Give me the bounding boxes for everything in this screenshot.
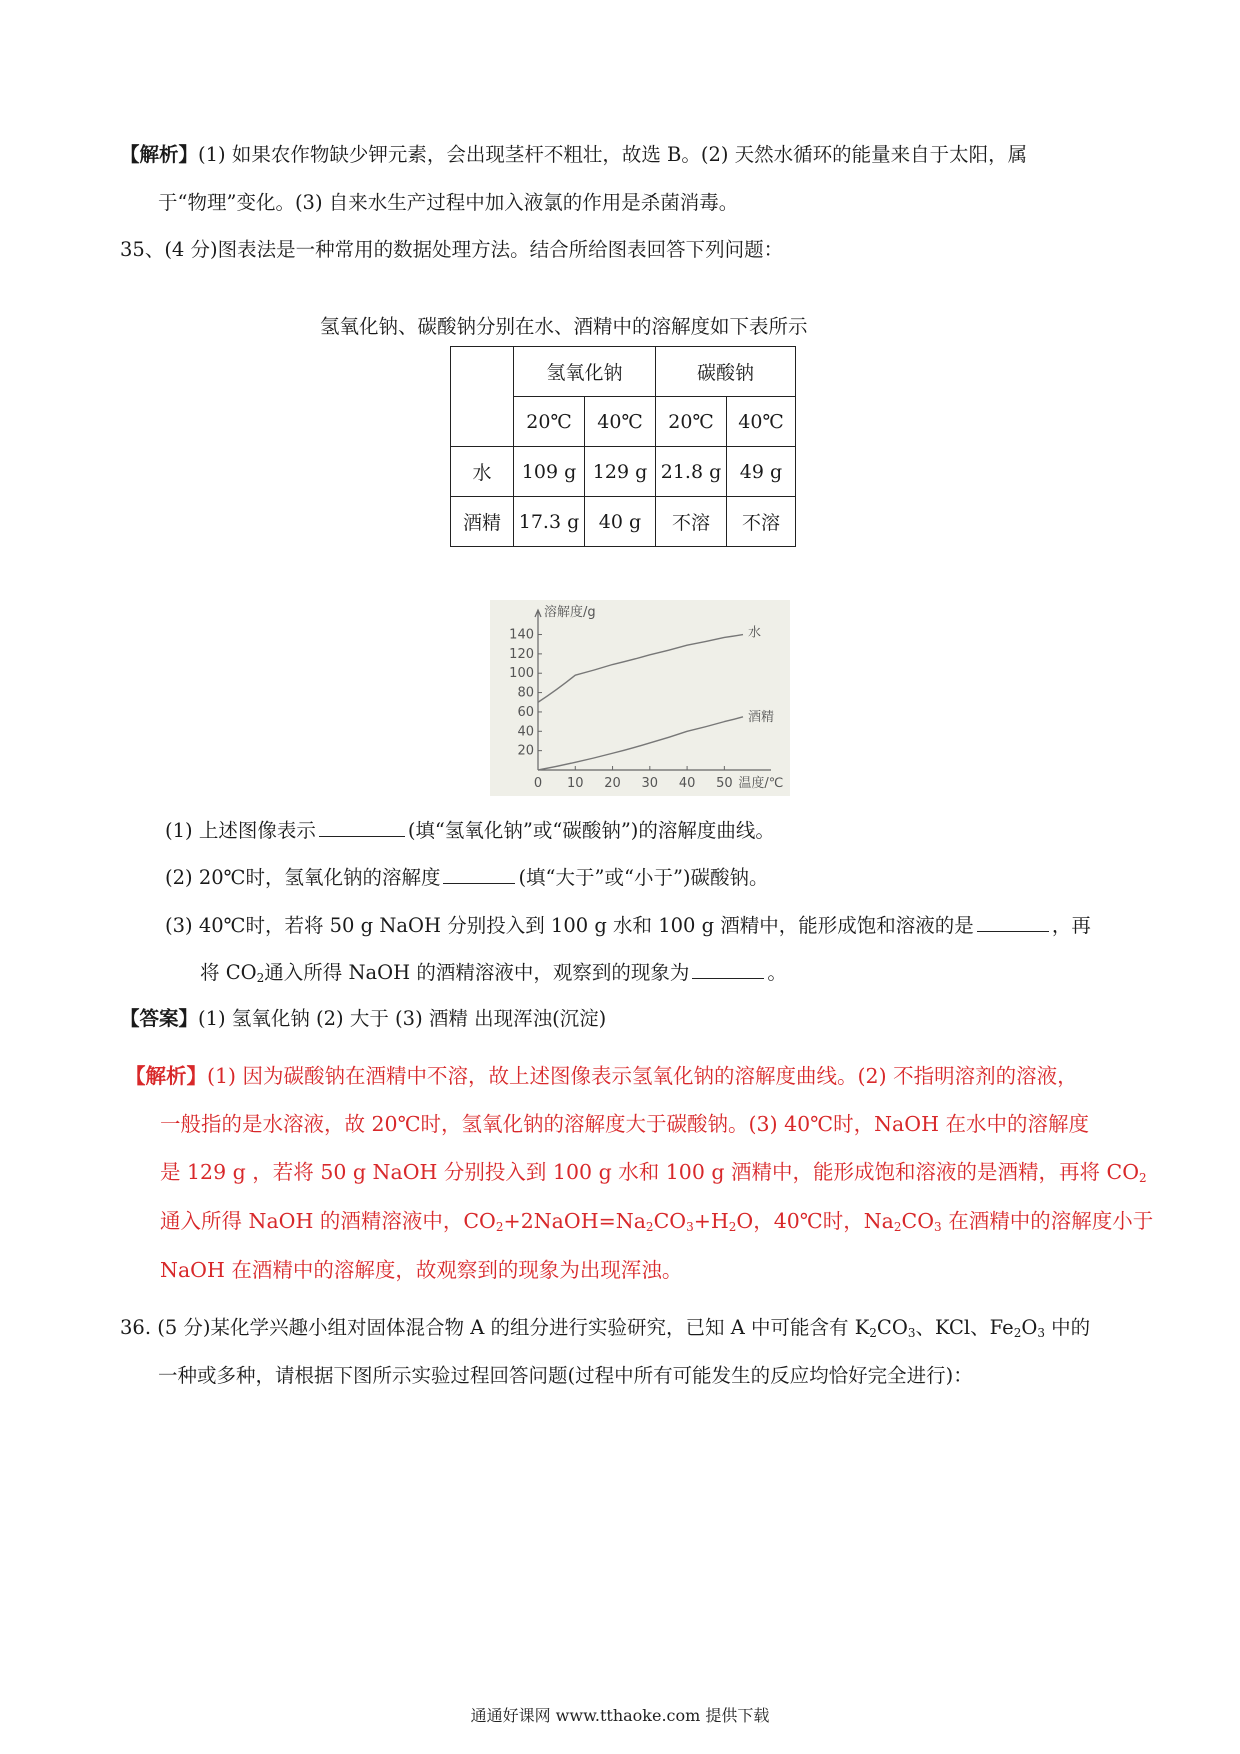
- solubility-chart: [490, 600, 790, 796]
- value-cell: 21.8 g: [656, 447, 727, 497]
- q35-analysis-line-1: 【解析】(1) 因为碳酸钠在酒精中不溶，故上述图像表示氢氧化钠的溶解度曲线。(2) 不指明溶剂的溶液，: [125, 1064, 1078, 1088]
- value-cell: 不溶: [727, 497, 796, 547]
- chart-svg: [490, 600, 790, 796]
- col-group-na2co3: 碳酸钠: [656, 347, 796, 397]
- table-row: [451, 497, 796, 547]
- prev-analysis-label: 【解析】: [120, 143, 199, 166]
- answer-blank: [692, 960, 764, 979]
- value-cell: 109 g: [514, 447, 585, 497]
- value-cell: 49 g: [727, 447, 796, 497]
- temp-header: 40℃: [727, 397, 796, 447]
- temp-header: 20℃: [514, 397, 585, 447]
- y-tick-label: 140: [509, 627, 534, 643]
- value-cell: 40 g: [585, 497, 656, 547]
- page-footer: 通通好课网 www.tthaoke.com 提供下载: [470, 1706, 770, 1725]
- temp-header: 40℃: [585, 397, 656, 447]
- x-tick-label: 10: [566, 776, 584, 791]
- x-tick-label: 40: [678, 776, 696, 791]
- prev-analysis-line-2: 于“物理”变化。(3) 自来水生产过程中加入液氯的作用是杀菌消毒。: [158, 191, 739, 214]
- y-tick-label: 40: [517, 724, 534, 740]
- value-cell: 17.3 g: [514, 497, 585, 547]
- q35-answer: 【答案】(1) 氢氧化钠 (2) 大于 (3) 酒精 出现浑浊(沉淀): [120, 1007, 607, 1030]
- q35-sub2: (2) 20℃时，氢氧化钠的溶解度 (填“大于”或“小于”)碳酸钠。: [165, 866, 769, 889]
- y-tick-label: 80: [517, 685, 534, 701]
- answer-blank: [443, 865, 515, 884]
- table-caption: 氢氧化钠、碳酸钠分别在水、酒精中的溶解度如下表所示: [320, 315, 808, 338]
- solvent-cell: 酒精: [451, 497, 514, 547]
- solvent-cell: 水: [451, 447, 514, 497]
- q35-analysis-line-2: 一般指的是水溶液，故 20℃时，氢氧化钠的溶解度大于碳酸钠。(3) 40℃时，NaOH 在水中的溶解度: [160, 1112, 1089, 1136]
- x-tick-label: 20: [604, 776, 621, 791]
- q36-line-2: 一种或多种，请根据下图所示实验过程回答问题(过程中所有可能发生的反应均恰好完全进行)：: [158, 1364, 973, 1387]
- x-tick-label: 30: [641, 776, 659, 791]
- prev-analysis-line-1: 【解析】(1) 如果农作物缺少钾元素，会出现茎杆不粗壮，故选 B。(2) 天然水循环的能量来自于太阳，属: [120, 143, 1028, 166]
- q35-analysis-line-4: 通入所得 NaOH 的酒精溶液中，$CO_2+2NaOH=Na_2CO_3+H_2O$，40℃时，$Na_2CO_3$ 在酒精中的溶解度小于: [160, 1209, 1154, 1234]
- q35-analysis-line-5: NaOH 在酒精中的溶解度，故观察到的现象为出现浑浊。: [160, 1258, 683, 1282]
- x-tick-label: 50: [716, 776, 733, 791]
- y-tick-label: 60: [517, 704, 534, 720]
- table-row: [451, 447, 796, 497]
- q35-analysis-line-3: 是 129 g ，若将 50 g NaOH 分别投入到 100 g 水和 100 g 酒精中，能形成饱和溶液的是酒精，再将 $CO_2$: [160, 1160, 1147, 1185]
- x-tick-label: 0: [533, 776, 543, 791]
- series-label-1: 酒精: [748, 709, 775, 725]
- solubility-table: [450, 346, 796, 547]
- y-tick-label: 100: [509, 666, 534, 682]
- y-axis-label: 溶解度/g: [544, 605, 596, 620]
- value-cell: 129 g: [585, 447, 656, 497]
- answer-label: 【答案】: [120, 1007, 199, 1030]
- q35-sub3-line1: (3) 40℃时，若将 50 g NaOH 分别投入到 100 g 水和 100 g 酒精中，能形成饱和溶液的是 ，再: [165, 914, 1091, 937]
- temp-header: 20℃: [656, 397, 727, 447]
- q35-sub1: (1) 上述图像表示 (填“氢氧化钠”或“碳酸钠”)的溶解度曲线。: [165, 819, 775, 842]
- y-tick-label: 20: [517, 743, 534, 759]
- analysis-label: 【解析】: [125, 1064, 207, 1088]
- col-group-naoh: 氢氧化钠: [514, 347, 656, 397]
- q35-sub3-line2: 将 $CO_2$通入所得 NaOH 的酒精溶液中，观察到的现象为 。: [200, 961, 787, 985]
- y-tick-label: 120: [509, 646, 534, 662]
- q35-header: 35、(4 分)图表法是一种常用的数据处理方法。结合所给图表回答下列问题：: [120, 238, 784, 261]
- x-axis-label: 温度/℃: [738, 776, 784, 791]
- series-line-0: [538, 635, 743, 703]
- answer-blank: [319, 818, 405, 837]
- answer-blank: [977, 913, 1049, 932]
- value-cell: 不溶: [656, 497, 727, 547]
- q36-line-1: 36. (5 分)某化学兴趣小组对固体混合物 A 的组分进行实验研究，已知 A 中可能含有 $K_2CO_3$、KCl、$Fe_2O_3$ 中的: [120, 1316, 1091, 1340]
- table-corner-cell: [451, 347, 514, 447]
- series-label-0: 水: [748, 625, 762, 641]
- series-line-1: [538, 717, 743, 770]
